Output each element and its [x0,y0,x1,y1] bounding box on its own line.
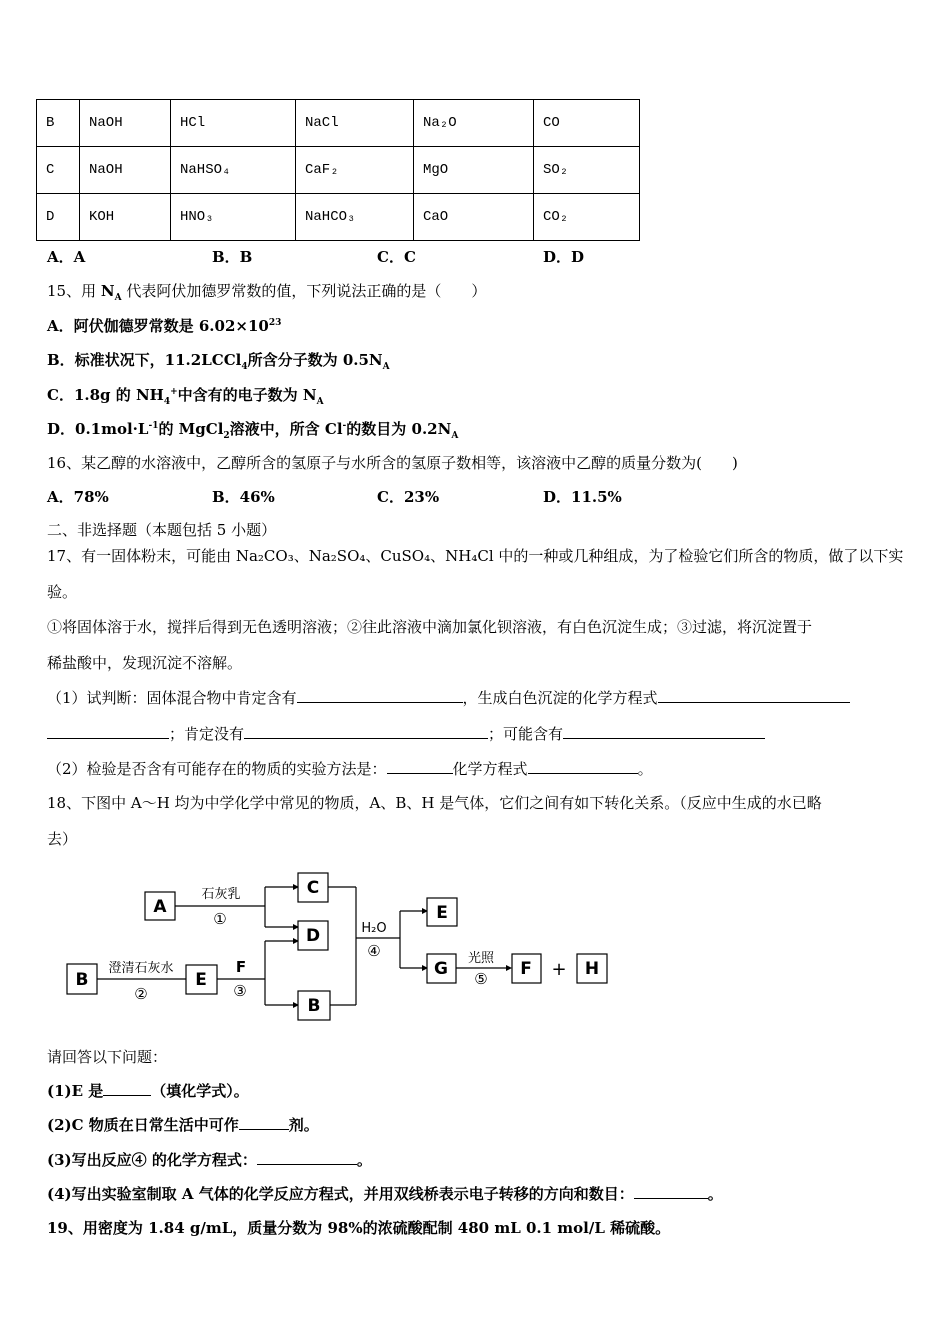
table-cell: NaHSO₄ [171,147,296,194]
label-g: G [434,959,448,979]
na-sub: A [114,293,122,303]
q16-option-c: C．23% [377,488,440,506]
label-b-left: B [75,970,89,990]
q17-line4: 稀盐酸中，发现沉淀不溶解。 [47,654,243,672]
q18-s3-text: (3)写出反应④ 的化学方程式： [47,1151,257,1169]
q18-s1-text: (1)E 是 [47,1082,104,1100]
q15-stem-prefix: 15、用 [47,282,97,300]
q18-s2-text: (2)C 物质在日常生活中可作 [47,1116,239,1134]
q18-s3-text2: 。 [356,1151,372,1169]
q15-option-c [47,384,324,405]
table-cell: NaOH [80,147,171,194]
q18-s2-text2: 剂。 [288,1116,319,1134]
q15-a-text: A．阿伏伽德罗常数是 6.02×10 [47,317,269,335]
q15-b-mid: 所含分子数为 0.5N [247,351,383,369]
q17-line1: 17、有一固体粉末，可能由 Na₂CO₃、Na₂SO₄、CuSO₄、NH₄Cl 中的一种或几种组成，为了检验它们所含的物质，做了以下实 [47,547,904,565]
q15-option-b [47,349,390,370]
q15-c-text: C．1.8g 的 NH [47,386,164,404]
table-cell: SO₂ [534,147,640,194]
q14-option-c: C．C [377,248,416,266]
q18-line2: 去） [47,830,78,848]
q15-d-sub: 2 [223,431,230,441]
q15-d-sup: -1 [148,421,159,431]
q18-s4-text2: 。 [707,1185,723,1203]
reaction-diagram [0,860,950,1030]
answer-blank[interactable] [47,724,169,739]
q15-c-sub: 4 [163,397,171,407]
reaction-3: ③ [233,982,247,1000]
table-cell: CO [534,100,640,147]
row-label: B [37,100,80,147]
q18-sub1 [47,1080,249,1101]
row-label: D [37,194,80,241]
q18-sub4 [47,1183,723,1204]
q15-d-sub3: A [451,431,459,441]
q16-option-d: D．11.5% [543,488,622,506]
q17-part1-line2 [47,723,765,744]
q17-p1-text3: ；肯定没有 [169,725,245,743]
q17-part1-line1 [47,687,850,708]
reagent-guangzhao: 光照 [467,951,495,966]
q16-option-a: A．78% [47,488,109,506]
q14-option-a: A．A [47,248,86,266]
table-row [37,147,640,194]
reaction-1: ① [213,910,227,928]
table-cell: HNO₃ [171,194,296,241]
q18-s4-text: (4)写出实验室制取 A 气体的化学反应方程式，并用双线桥表示电子转移的方向和数目： [47,1185,634,1203]
q15-b-sub: 4 [241,362,248,372]
table-cell: NaHCO₃ [296,194,414,241]
q15-b-sub2: A [382,362,390,372]
table-cell: Na₂O [414,100,534,147]
table-cell: CO₂ [534,194,640,241]
q17-p1-text: （1）试判断：固体混合物中肯定含有 [47,689,297,707]
answer-blank[interactable] [239,1115,289,1130]
answer-blank[interactable] [563,724,765,739]
answer-blank[interactable] [297,688,463,703]
table-cell: KOH [80,194,171,241]
q17-line3: ①将固体溶于水，搅拌后得到无色透明溶液；②往此溶液中滴加氯化钡溶液，有白色沉淀生成；③过滤，将沉淀置于 [47,618,813,636]
q14-option-d: D．D [543,248,585,266]
q15-c-sup: + [170,387,178,397]
reaction-5: ⑤ [474,970,488,988]
q18-s1-text2: （填化学式）。 [151,1082,249,1100]
row-label: C [37,147,80,194]
label-d: D [305,926,321,946]
q15-a-exp: 23 [268,318,282,328]
q17-p2-text2: 化学方程式 [452,760,528,778]
q17-line2: 验。 [47,583,78,601]
q15-d-mid2: 溶液中，所含 Cl [229,420,343,438]
reagent-h2o: H₂O [361,921,387,936]
reagent-f: F [235,958,247,976]
table-cell: CaO [414,194,534,241]
q15-d-sup2: - [342,421,347,431]
answer-blank[interactable] [103,1081,151,1096]
q17-p2-text: （2）检验是否含有可能存在的物质的实验方法是： [47,760,387,778]
answer-blank[interactable] [387,759,453,774]
answer-blank[interactable] [634,1184,708,1199]
answer-blank[interactable] [658,688,850,703]
q17-p1-text2: ，生成白色沉淀的化学方程式 [462,689,658,707]
q15-b-text: B．标准状况下，11.2LCCl [47,351,242,369]
answer-blank[interactable] [257,1150,357,1165]
q15-d-text: D．0.1mol·L [47,420,149,438]
q17-p2-text3: 。 [637,760,653,778]
table-cell: NaOH [80,100,171,147]
q17-p1-text4: ；可能含有 [488,725,564,743]
q18-line1: 18、下图中 A～H 均为中学化学中常见的物质，A、B、H 是气体，它们之间有如下转化关系。（反应中生成的水已略 [47,794,822,812]
table-row [37,100,640,147]
answer-blank[interactable] [244,724,488,739]
q15-stem [47,280,486,301]
label-b-mid: B [307,996,321,1016]
table-row [37,194,640,241]
q18-prompt: 请回答以下问题： [47,1048,168,1066]
q15-stem-suffix: 代表阿伏加德罗常数的值，下列说法正确的是（ ） [126,282,487,300]
options-table [36,99,640,241]
reaction-4: ④ [367,942,381,960]
q18-sub2 [47,1114,319,1135]
q16-option-b: B．46% [212,488,275,506]
table-cell: CaF₂ [296,147,414,194]
q15-option-d [47,418,458,439]
label-c: C [306,878,320,898]
q15-d-mid3: 的数目为 0.2N [346,420,452,438]
table-cell: MgO [414,147,534,194]
q19-stem: 19、用密度为 1.84 g/mL，质量分数为 98%的浓硫酸配制 480 mL 0.1 mol/L 稀硫酸。 [47,1219,671,1237]
na-symbol: N [100,282,115,300]
q15-d-mid: 的 MgCl [158,420,224,438]
label-a: A [153,897,167,917]
label-f: F [520,959,532,979]
label-e-left: E [195,970,207,990]
table-cell: HCl [171,100,296,147]
q16-stem: 16、某乙醇的水溶液中，乙醇所含的氢原子与水所含的氢原子数相等，该溶液中乙醇的质量分数为( ) [47,454,738,472]
q14-option-b: B．B [212,248,253,266]
q15-option-a [47,315,281,336]
label-e-right: E [436,903,448,923]
plus-sign: + [551,959,567,980]
q15-c-sub2: A [316,397,324,407]
section-heading: 二、非选择题（本题包括 5 小题） [47,521,277,539]
label-h: H [584,959,600,979]
reagent-chengqing: 澄清石灰水 [108,961,174,976]
q15-c-mid: 中含有的电子数为 N [177,386,317,404]
table-cell: NaCl [296,100,414,147]
q18-sub3 [47,1149,372,1170]
q17-part2 [47,758,653,779]
reagent-shihuiru: 石灰乳 [201,887,241,902]
answer-blank[interactable] [528,759,638,774]
reaction-2: ② [134,985,148,1003]
